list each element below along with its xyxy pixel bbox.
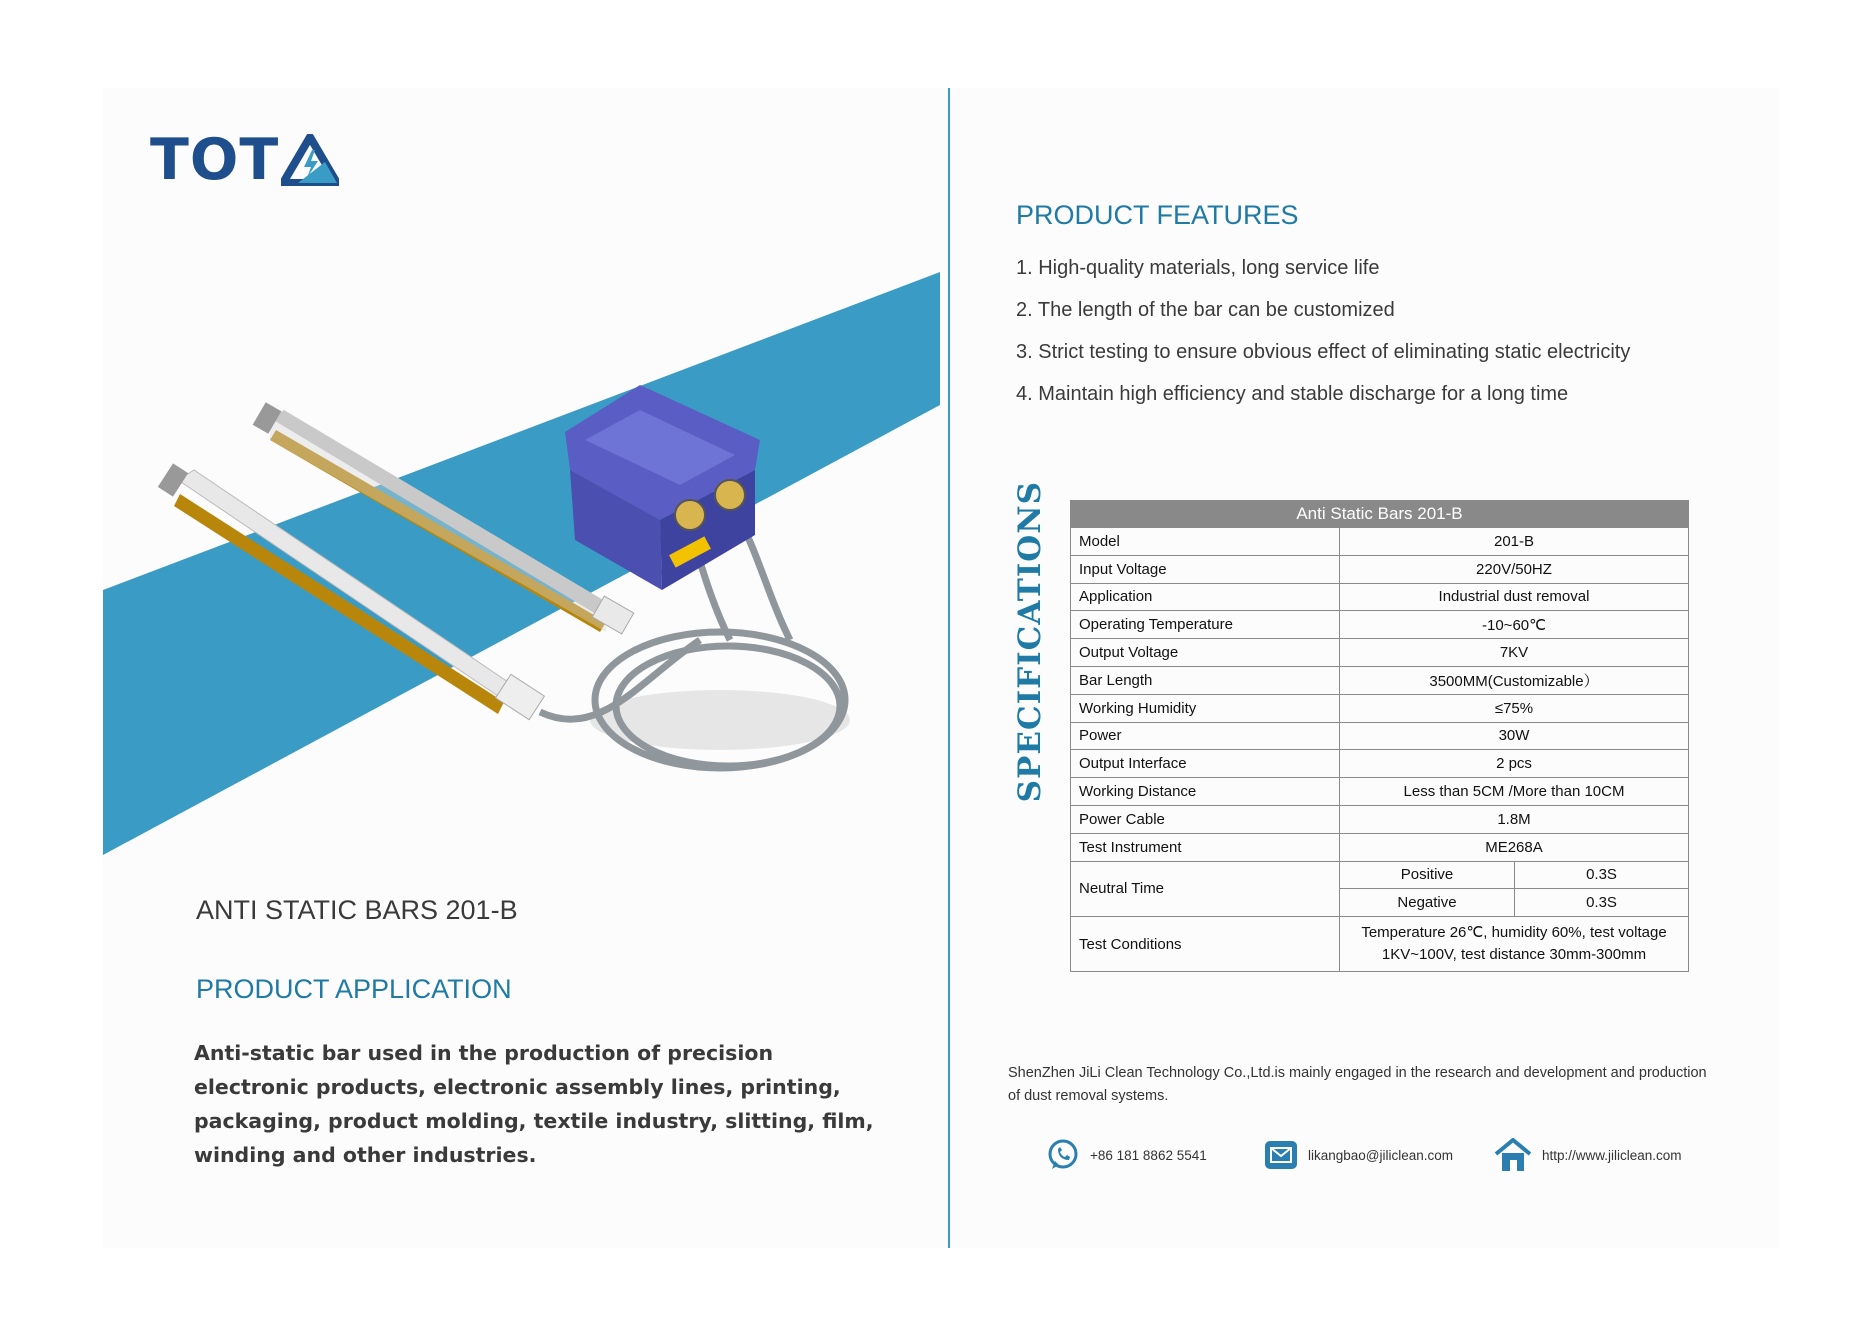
spec-value: -10~60℃ <box>1340 611 1689 639</box>
neutral-positive-value: 0.3S <box>1515 861 1689 889</box>
table-header-row <box>1071 501 1689 528</box>
table-row <box>1071 555 1689 583</box>
spec-label: Output Voltage <box>1071 639 1340 667</box>
specifications-vertical-title <box>1008 481 1052 803</box>
spec-label: Bar Length <box>1071 666 1340 694</box>
spec-label: Power Cable <box>1071 805 1340 833</box>
feature-item: 4. Maintain high efficiency and stable discharge for a long time <box>1016 383 1569 405</box>
brand-logo <box>150 127 339 193</box>
features-list <box>1016 253 1630 421</box>
table-title: Anti Static Bars 201-B <box>1071 501 1689 528</box>
table-row <box>1071 639 1689 667</box>
spec-value: Less than 5CM /More than 10CM <box>1340 778 1689 806</box>
whatsapp-icon <box>1046 1138 1080 1172</box>
table-row <box>1071 528 1689 556</box>
test-conditions-line: 1KV~100V, test distance 30mm-300mm <box>1381 946 1647 964</box>
specifications-label: SPECIFICATIONS <box>1012 481 1048 803</box>
product-title: ANTI STATIC BARS 201-B <box>196 895 518 925</box>
spec-label: Output Interface <box>1071 750 1340 778</box>
spec-value: 3500MM(Customizable） <box>1340 666 1689 694</box>
spec-label: Working Humidity <box>1071 694 1340 722</box>
triangle-lightning-icon <box>281 134 339 186</box>
neutral-negative-label: Negative <box>1340 889 1515 917</box>
phone-number[interactable]: +86 181 8862 5541 <box>1090 1147 1207 1163</box>
spec-value: 7KV <box>1340 639 1689 667</box>
features-heading: PRODUCT FEATURES <box>1016 200 1299 230</box>
spec-value: 220V/50HZ <box>1340 555 1689 583</box>
test-conditions-line: Temperature 26℃, humidity 60%, test voltage <box>1361 924 1667 942</box>
table-row <box>1071 694 1689 722</box>
table-row <box>1071 583 1689 611</box>
spec-label: Application <box>1071 583 1340 611</box>
company-line: ShenZhen JiLi Clean Technology Co.,Ltd.is mainly engaged in the research and development and production <box>1008 1065 1707 1081</box>
logo-wordmark: TOT <box>150 127 280 193</box>
application-description: Anti-static bar used in the production of precision electronic products, electronic assembly lines, printing, packaging, product molding, textile industry, slitting, film, winding and other industries. <box>194 1041 874 1167</box>
spec-label: Input Voltage <box>1071 555 1340 583</box>
feature-item: 3. Strict testing to ensure obvious effect of eliminating static electricity <box>1016 341 1631 363</box>
table-row <box>1071 861 1689 889</box>
spec-value: 1.8M <box>1340 805 1689 833</box>
feature-item: 1. High-quality materials, long service life <box>1016 257 1380 279</box>
table-row <box>1071 611 1689 639</box>
specifications-table <box>1070 500 1689 972</box>
contact-email <box>1264 1138 1453 1172</box>
neutral-negative-value: 0.3S <box>1515 889 1689 917</box>
table-row <box>1071 805 1689 833</box>
home-icon <box>1494 1138 1532 1172</box>
table-row <box>1071 833 1689 861</box>
table-row <box>1071 722 1689 750</box>
spec-label: Neutral Time <box>1071 861 1340 917</box>
spec-value: 30W <box>1340 722 1689 750</box>
spec-value: 201-B <box>1340 528 1689 556</box>
email-icon <box>1264 1138 1298 1172</box>
contact-phone <box>1046 1138 1207 1172</box>
spec-label: Test Instrument <box>1071 833 1340 861</box>
spec-value: 2 pcs <box>1340 750 1689 778</box>
application-heading: PRODUCT APPLICATION <box>196 974 512 1004</box>
page-divider <box>948 88 950 1248</box>
spec-value <box>1340 917 1689 972</box>
table-row <box>1071 778 1689 806</box>
neutral-positive-label: Positive <box>1340 861 1515 889</box>
spec-value: ME268A <box>1340 833 1689 861</box>
spec-label: Model <box>1071 528 1340 556</box>
company-description <box>1008 1062 1728 1108</box>
table-row <box>1071 750 1689 778</box>
spec-value: Industrial dust removal <box>1340 583 1689 611</box>
spec-value: ≤75% <box>1340 694 1689 722</box>
table-row <box>1071 917 1689 972</box>
email-address[interactable]: likangbao@jiliclean.com <box>1308 1147 1454 1163</box>
spec-label: Power <box>1071 722 1340 750</box>
company-line: of dust removal systems. <box>1008 1088 1169 1104</box>
website-link[interactable]: http://www.jiliclean.com <box>1542 1147 1682 1163</box>
table-row <box>1071 666 1689 694</box>
contact-website <box>1494 1138 1682 1172</box>
spec-label: Working Distance <box>1071 778 1340 806</box>
spec-label: Operating Temperature <box>1071 611 1340 639</box>
spec-label: Test Conditions <box>1071 917 1340 972</box>
feature-item: 2. The length of the bar can be customized <box>1016 299 1395 321</box>
